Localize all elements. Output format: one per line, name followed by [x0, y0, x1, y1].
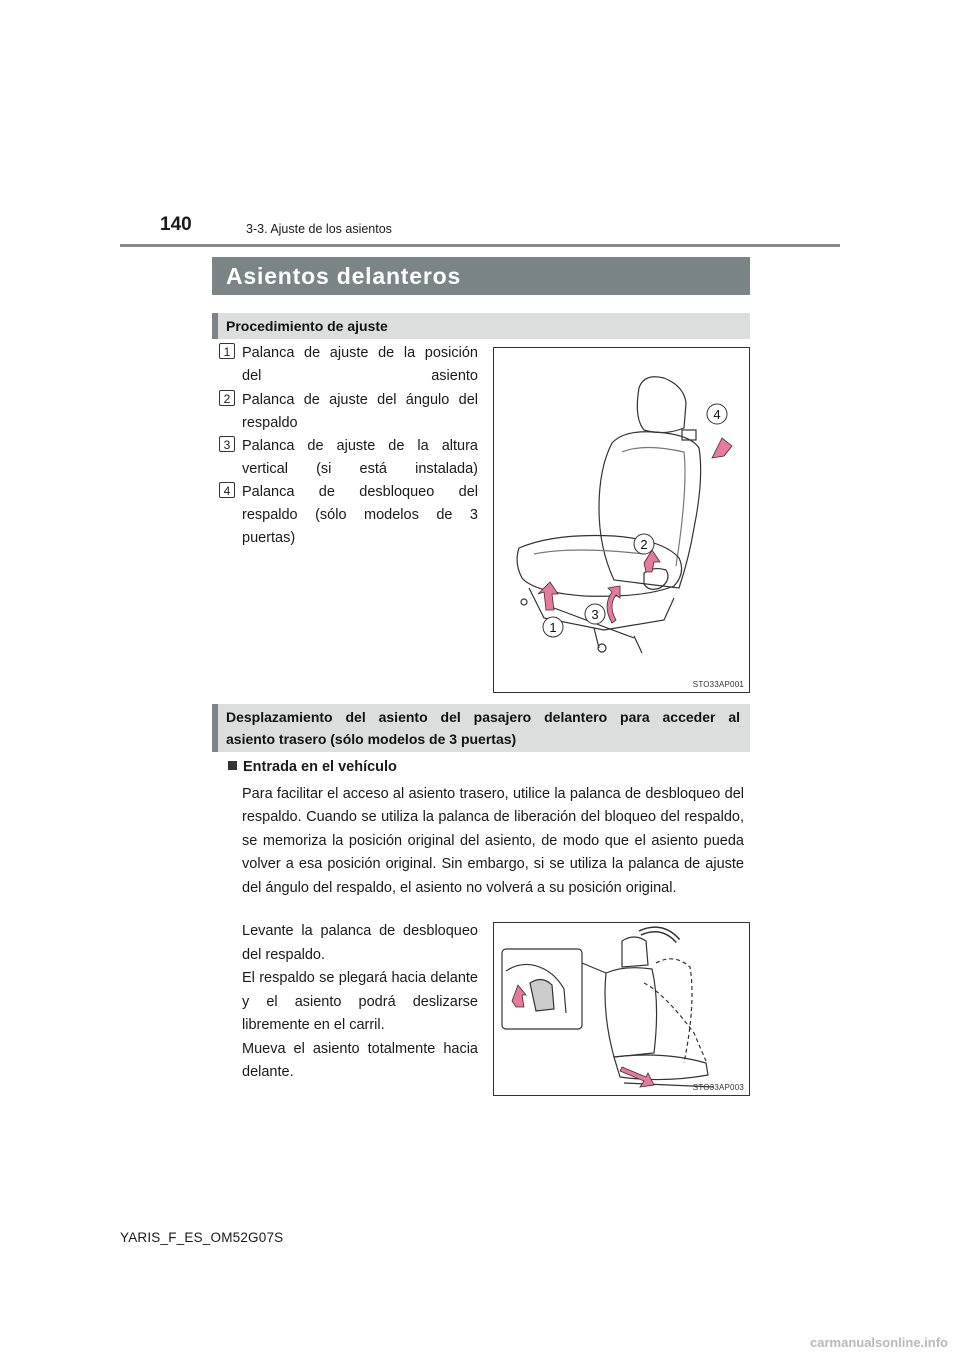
item-number-4: 4	[219, 482, 235, 498]
cushion-2	[614, 1055, 708, 1080]
item-number-3: 3	[219, 436, 235, 452]
page-title: Asientos delanteros	[212, 257, 750, 295]
item-3-line-1: Palanca de ajuste de la altura	[242, 438, 478, 454]
watermark: carmanualsonline.info	[810, 1335, 948, 1350]
step-3: Mueva el asiento totalmente hacia delante.	[242, 1040, 478, 1080]
rear-access-heading-line-1: Desplazamiento del asiento del pasajero delantero para acceder al	[226, 709, 740, 725]
bullet-square-icon	[228, 761, 237, 770]
procedure-heading: Procedimiento de ajuste	[212, 313, 750, 339]
callout-3: 3	[591, 607, 599, 622]
release-lever	[682, 430, 696, 440]
document-code: YARIS_F_ES_OM52G07S	[120, 1230, 284, 1245]
item-2-line-1: Palanca de ajuste del ángulo del	[242, 392, 478, 408]
figure-1-code: STO33AP001	[692, 680, 744, 689]
item-3-text	[242, 435, 478, 481]
item-4-line-1: Palanca de desbloqueo del	[242, 484, 478, 500]
item-1-line-1: Palanca de ajuste de la posición	[242, 345, 478, 361]
item-2-line-2: respaldo	[242, 415, 298, 431]
bullet-heading-text: Entrada en el vehículo	[243, 759, 397, 775]
item-1-text	[242, 342, 478, 388]
step-2: El respaldo se plegará hacia delante y el asiento podrá deslizarse libremente en el carril.	[242, 970, 478, 1033]
callout-2: 2	[640, 537, 648, 552]
arrow-3	[607, 586, 620, 623]
backrest-2	[605, 968, 657, 1057]
cushion-outline	[517, 536, 682, 597]
headrest-outline	[637, 377, 686, 433]
arrow-1	[538, 582, 558, 610]
callout-1: 1	[549, 620, 557, 635]
rear-access-heading-line-2: asiento trasero (sólo modelos de 3 puertas)	[226, 731, 517, 747]
section-reference: 3-3. Ajuste de los asientos	[246, 222, 392, 236]
item-1-line-2: del asiento	[242, 368, 478, 384]
item-4-text	[242, 481, 478, 550]
arrow-4	[712, 438, 732, 458]
rear-access-heading	[212, 704, 750, 752]
item-number-1: 1	[219, 343, 235, 359]
seat-fold-illustration	[494, 923, 749, 1095]
bullet-heading	[228, 759, 397, 775]
step-1: Levante la palanca de desbloqueo del respaldo.	[242, 923, 478, 963]
seat-adjustment-figure	[493, 347, 750, 693]
item-number-2: 2	[219, 390, 235, 406]
page-number: 140	[160, 214, 192, 235]
item-3-line-2: vertical (si está instalada)	[242, 461, 478, 477]
headrest-2	[622, 937, 648, 967]
item-2-text	[242, 389, 478, 435]
seat-fold-figure	[493, 922, 750, 1096]
rear-access-steps	[242, 920, 478, 1085]
rear-access-paragraph: Para facilitar el acceso al asiento trasero, utilice la palanca de desbloqueo del respaldo. Cuando se utiliza la palanca de liberación del bloqueo del respaldo, se memoriza la posición original del asiento, de modo que el asiento pueda volver a esa posición original. Sin embargo, si se utiliza la palanca de ajuste del ángulo del respaldo, el asiento no volverá a su posición original.	[242, 786, 744, 896]
seat-illustration	[494, 348, 749, 692]
header-rule	[120, 244, 840, 247]
callout-4: 4	[713, 407, 721, 422]
figure-2-code: STO33AP003	[692, 1083, 744, 1092]
item-4-line-2: respaldo (sólo modelos de 3	[242, 507, 478, 523]
item-4-line-3: puertas)	[242, 530, 296, 546]
